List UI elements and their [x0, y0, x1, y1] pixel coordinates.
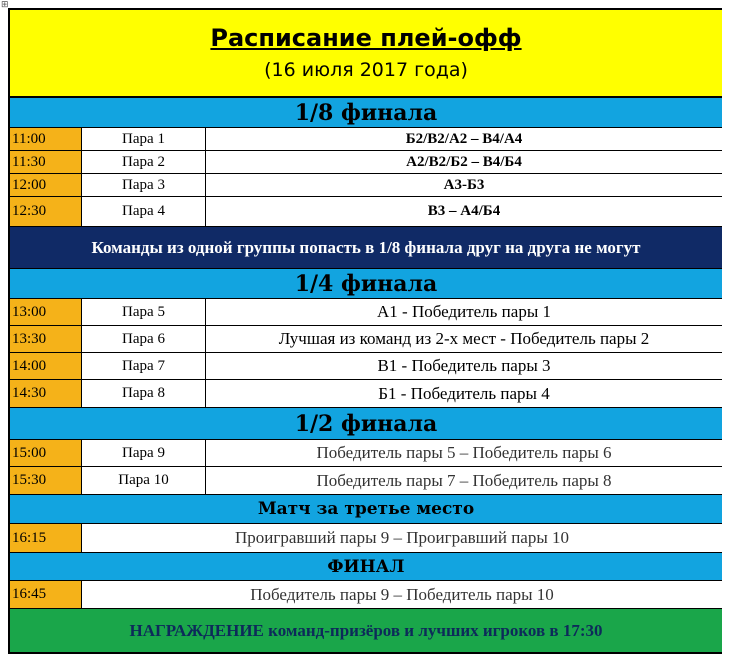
- pair-label: Пара 8: [82, 380, 206, 407]
- table-row: [10, 326, 722, 353]
- section-quarterfinals: [10, 269, 722, 299]
- match-teams: А2/В2/Б2 – В4/Б4: [206, 151, 722, 173]
- section-semifinals: [10, 408, 722, 440]
- match-time: 13:00: [10, 299, 82, 325]
- match-teams: В3 – А4/Б4: [206, 197, 722, 226]
- table-row: [10, 467, 722, 495]
- award-ceremony-banner: [10, 609, 722, 652]
- match-teams: Проигравший пары 9 – Проигравший пары 10: [82, 524, 722, 552]
- table-row: [10, 380, 722, 408]
- match-teams: Б1 - Победитель пары 4: [206, 380, 722, 407]
- section-title: Матч за третье место: [257, 499, 475, 519]
- match-time: 14:00: [10, 353, 82, 379]
- section-third-place: [10, 495, 722, 524]
- move-handle-icon[interactable]: ⊞: [1, 0, 9, 10]
- table-row: [10, 581, 722, 609]
- table-row: [10, 128, 722, 151]
- pair-label: Пара 6: [82, 326, 206, 352]
- match-teams: А1 - Победитель пары 1: [206, 299, 722, 325]
- pair-label: Пара 1: [82, 128, 206, 150]
- match-time: 14:30: [10, 380, 82, 407]
- table-row: [10, 174, 722, 197]
- match-time: 13:30: [10, 326, 82, 352]
- pair-label: Пара 7: [82, 353, 206, 379]
- match-time: 16:15: [10, 524, 82, 552]
- match-teams: А3-Б3: [206, 174, 722, 196]
- match-time: 12:00: [10, 174, 82, 196]
- match-time: 12:30: [10, 197, 82, 226]
- award-text: НАГРАЖДЕНИЕ команд-призёров и лучших игроков в 17:30: [129, 620, 603, 640]
- title-block: [10, 10, 722, 98]
- match-time: 16:45: [10, 581, 82, 608]
- match-teams: Победитель пары 7 – Победитель пары 8: [206, 467, 722, 494]
- pair-label: Пара 5: [82, 299, 206, 325]
- match-time: 15:30: [10, 467, 82, 494]
- match-teams: Б2/В2/А2 – В4/А4: [206, 128, 722, 150]
- note-text: Команды из одной группы попасть в 1/8 финала друг на друга не могут: [91, 237, 641, 257]
- table-row: [10, 440, 722, 467]
- match-time: 15:00: [10, 440, 82, 466]
- section-title: 1/2 финала: [294, 410, 438, 437]
- table-row: [10, 197, 722, 227]
- pair-label: Пара 10: [82, 467, 206, 494]
- match-teams: В1 - Победитель пары 3: [206, 353, 722, 379]
- pair-label: Пара 9: [82, 440, 206, 466]
- pair-label: Пара 3: [82, 174, 206, 196]
- table-row: [10, 299, 722, 326]
- pair-label: Пара 4: [82, 197, 206, 226]
- match-teams: Победитель пары 9 – Победитель пары 10: [82, 581, 722, 608]
- match-time: 11:30: [10, 151, 82, 173]
- table-row: [10, 353, 722, 380]
- table-row: [10, 524, 722, 553]
- match-time: 11:00: [10, 128, 82, 150]
- section-title: 1/4 финала: [294, 270, 438, 297]
- round-of-16-note: [10, 227, 722, 269]
- page-title: Расписание плей-офф: [210, 24, 522, 52]
- schedule-date: (16 июля 2017 года): [264, 59, 468, 81]
- pair-label: Пара 2: [82, 151, 206, 173]
- match-teams: Лучшая из команд из 2-х мест - Победитель пары 2: [206, 326, 722, 352]
- section-final: [10, 553, 722, 581]
- table-row: [10, 151, 722, 174]
- match-teams: Победитель пары 5 – Победитель пары 6: [206, 440, 722, 466]
- section-title: 1/8 финала: [294, 99, 438, 126]
- section-round-of-16: [10, 98, 722, 128]
- section-title: ФИНАЛ: [327, 556, 405, 577]
